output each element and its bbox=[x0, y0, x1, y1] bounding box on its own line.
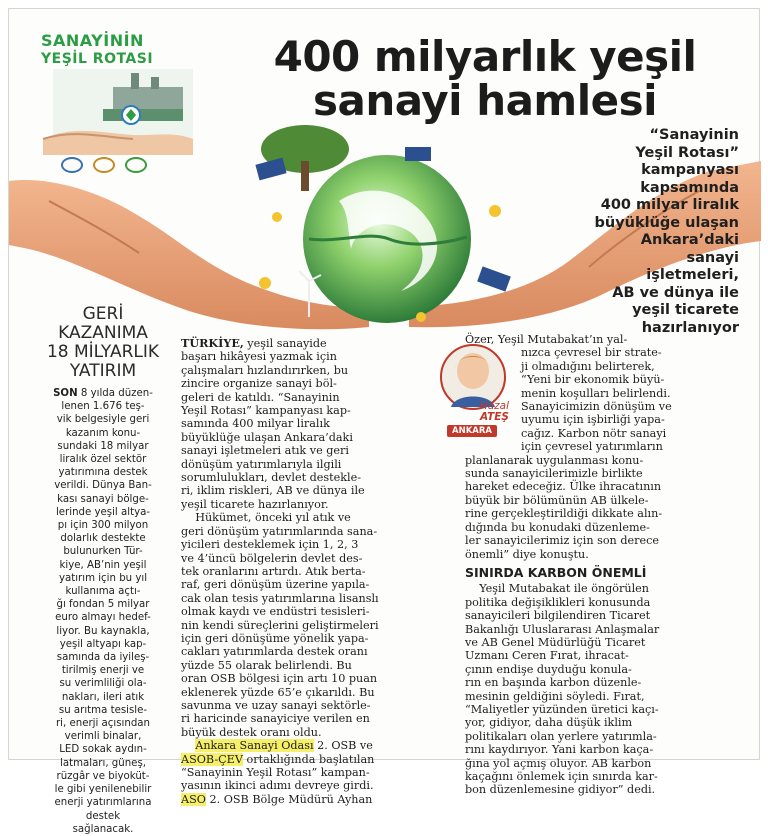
article-line: büyük destek oranı oldu. bbox=[181, 725, 322, 739]
sidebar-line: kazanım konu- bbox=[65, 427, 141, 439]
article-line: yicileri desteklemek için 1, 2, 3 bbox=[181, 538, 359, 552]
sidebar-line: sundaki 18 milyar bbox=[57, 440, 149, 452]
article-line bbox=[181, 793, 453, 806]
article-line: “Sanayinin Yeşil Rotası” kampan- bbox=[181, 766, 370, 779]
article-line bbox=[181, 337, 453, 350]
article-line: ve 4’üncü bölgelerin devlet des- bbox=[181, 551, 363, 565]
sidebar-line: euro almayı hedef- bbox=[55, 612, 151, 624]
deck-text bbox=[499, 127, 739, 337]
sidebar-line: kullanıma açtı- bbox=[65, 586, 141, 598]
sidebar-line: kası sanayi bölge- bbox=[57, 493, 149, 505]
sidebar-line: dolarlık destekte bbox=[60, 533, 146, 545]
article-line: tek oranlarını artırdı. Atık berta- bbox=[181, 564, 366, 578]
sidebar-line: tirilmiş enerji ve bbox=[61, 665, 145, 677]
article-line: Yeşil Mutabakat ile öngörülen bbox=[465, 582, 649, 596]
deck-line: 400 milyar liralık bbox=[600, 197, 739, 213]
article-line: Özer, Yeşil Mutabakat’ın yal- bbox=[465, 333, 628, 346]
article-line: uyumu için işbirliği yapa- bbox=[521, 413, 665, 427]
deck-line: büyüklüğe ulaşan bbox=[594, 214, 739, 231]
article-line: büyüklüğe ulaşan Ankara’daki bbox=[181, 430, 353, 444]
article-column-2 bbox=[465, 333, 761, 797]
article-line: ğına yol açmış oluyor. AB karbon bbox=[465, 756, 652, 770]
headline bbox=[205, 32, 765, 125]
sidebar-line: yatırım için bu yıl bbox=[58, 572, 148, 584]
headline-line-1: 400 milyarlık yeşil bbox=[273, 32, 697, 81]
sidebar-line: verildi. Dünya Ban- bbox=[54, 480, 152, 492]
sidebar-line: vik belgesiyle geri bbox=[56, 414, 150, 426]
author-first-name: Hazal bbox=[479, 400, 509, 412]
article-line: nızca çevresel bir strate- bbox=[521, 346, 662, 360]
article-line: ri haricinde sanayiciye verilen en bbox=[181, 712, 370, 726]
article-line: “Maliyetler yüzünden üretici kaçı- bbox=[465, 702, 659, 716]
deck-line: işletmeleri, bbox=[646, 267, 739, 283]
article-line-text: 2. OSB Bölge Müdürü Ayhan bbox=[205, 792, 373, 806]
deck-line: Ankara’daki bbox=[640, 232, 739, 248]
article-line bbox=[181, 739, 453, 752]
sidebar-line: LED sokak aydın- bbox=[59, 744, 147, 756]
article-line: Bakanlığı Uluslararası Anlaşmalar bbox=[465, 622, 660, 636]
deck-line: kampanyası bbox=[641, 162, 739, 178]
highlight-asob-cev: ASOB-ÇEV bbox=[181, 752, 243, 766]
article-line: Yeşil Rotası” kampanyası kap- bbox=[181, 404, 351, 418]
article-line: yüzde 55 olarak belirlendi. Bu bbox=[181, 658, 352, 672]
deck-line: yeşil ticarete bbox=[632, 302, 739, 318]
article-line: Hükümet, önceki yıl atık ve bbox=[181, 511, 351, 525]
article-line: bon düzenlemesine gidiyor” dedi. bbox=[465, 783, 656, 797]
article-line: ler sanayicilerimiz için son derece bbox=[465, 534, 659, 548]
sidebar-lead: SON bbox=[53, 388, 78, 399]
article-line: cakları yatırımlarda destek oranı bbox=[181, 645, 368, 659]
badge-line-1: SANAYİNİN bbox=[41, 31, 144, 50]
deck-line: “Sanayinin bbox=[649, 127, 739, 143]
article-line: geri dönüşüm yatırımlarında sana- bbox=[181, 524, 378, 538]
deck-line: hazırlanıyor bbox=[641, 319, 739, 336]
article-line: yor, gidiyor, daha düşük iklim bbox=[465, 716, 633, 730]
article-line: rını kaydırıyor. Yani karbon kaça- bbox=[465, 743, 654, 757]
sidebar-line: rüzgâr ve biyoküt- bbox=[56, 770, 150, 782]
article-line: ji olmadığını belirterek, bbox=[521, 359, 655, 373]
article-line: çının endişe duyduğu konula- bbox=[465, 662, 632, 676]
article-dateline: TÜRKİYE, bbox=[181, 336, 244, 350]
article-line: için geri dönüşüme yönelik yapa- bbox=[181, 631, 369, 645]
article-line: sorumlulukları, devlet destekle- bbox=[181, 471, 362, 485]
sidebar-line: lerinde yeşil altya- bbox=[55, 506, 151, 518]
deck-line: kapsamında bbox=[640, 179, 739, 196]
article-line: hareket edeceğiz. Ülke ihracatının bbox=[465, 480, 662, 494]
article-line: politika değişiklikleri konusunda bbox=[465, 595, 651, 609]
sidebar-line: destek bbox=[85, 810, 121, 822]
sidebar-line: su arıtma tesisle- bbox=[58, 704, 148, 716]
deck-line: Yeşil Rotası” bbox=[635, 144, 739, 161]
article-line: raf, geri dönüşüm üzerine yapıla- bbox=[181, 578, 370, 592]
badge-line-2: YEŞİL ROTASI bbox=[41, 51, 154, 67]
article-line: politikaları olan yerlere yatırımla- bbox=[465, 729, 657, 743]
article-line: savunma ve uzay sanayi sektörle- bbox=[181, 698, 371, 712]
article-line: menin koşulları belirlendi. bbox=[521, 386, 671, 400]
article-line: ve AB Genel Müdürlüğü Ticaret bbox=[465, 635, 646, 649]
article-line: için çevresel yatırımların bbox=[521, 440, 663, 454]
sidebar-body bbox=[31, 387, 175, 836]
article-line-text: ortaklığında başlatılan bbox=[242, 752, 375, 766]
article-line: Sanayicimizin dönüşüm ve bbox=[521, 400, 672, 414]
section-subhead: SINIRDA KARBON ÖNEMLİ bbox=[465, 564, 647, 580]
sidebar-title bbox=[31, 305, 175, 381]
sidebar-line: bulunurken Tür- bbox=[63, 546, 143, 558]
article-line-text: yeşil sanayide bbox=[243, 337, 327, 350]
sidebar-line: liyor. Bu kaynakla, bbox=[56, 625, 150, 637]
sidebar-line: lenen 1.676 teş- bbox=[61, 401, 145, 413]
sidebar-title-line: KAZANIMA bbox=[58, 323, 148, 343]
deck-line: AB ve dünya ile bbox=[612, 284, 739, 301]
article-line: başarı hikâyesi yazmak için bbox=[181, 350, 337, 364]
article-line: ri, iklim riskleri, AB ve dünya ile bbox=[181, 484, 365, 498]
sidebar-line bbox=[31, 387, 175, 400]
article-line: sanayi işletmeleri atık ve geri bbox=[181, 444, 349, 458]
article-line: zincire organize sanayi böl- bbox=[181, 377, 337, 391]
newspaper-clipping bbox=[8, 8, 760, 835]
sidebar-line: latmaları, güneş, bbox=[60, 757, 146, 769]
sidebar-line: su verimliliği ola- bbox=[59, 678, 147, 690]
article-line: samında 400 milyar liralık bbox=[181, 417, 330, 431]
author-city-tag: ANKARA bbox=[447, 425, 497, 437]
article-line: cak olan tesis yatırımlarına lisanslı bbox=[181, 591, 379, 605]
sidebar-title-line: GERİ bbox=[82, 304, 124, 324]
sidebar-title-line: YATIRIM bbox=[69, 361, 137, 381]
deck-line: sanayi bbox=[686, 249, 739, 266]
article-line: önemli” diye konuştu. bbox=[465, 547, 589, 561]
article-line: mesinin geldiğini söyledi. Fırat, bbox=[465, 689, 645, 703]
article-line bbox=[181, 753, 453, 766]
article-line: planlanarak uygulanması konu- bbox=[465, 453, 644, 467]
article-line-text: 2. OSB ve bbox=[313, 739, 373, 753]
sidebar-box bbox=[31, 305, 175, 836]
article-line: çalışmaları hızlandırırken, bu bbox=[181, 363, 349, 377]
headline-line-2: sanayi hamlesi bbox=[313, 76, 657, 125]
article-line: yeşil ticarete hazırlanıyor. bbox=[181, 497, 329, 511]
article-line: cağız. Karbon nötr sanayi bbox=[521, 426, 667, 440]
sidebar-line: liralık özel sektör bbox=[59, 454, 147, 466]
sidebar-title-line: 18 MİLYARLIK bbox=[46, 342, 160, 362]
sidebar-line: samında da iyileş- bbox=[56, 652, 150, 664]
highlight-aso-short: ASO bbox=[181, 792, 206, 806]
article-line: yasının ikinci adımı devreye girdi. bbox=[181, 779, 374, 793]
article-line: kaçağını önlemek için sınırda kar- bbox=[465, 770, 658, 783]
article-line: sanayicileri bilgilendiren Ticaret bbox=[465, 609, 651, 623]
sidebar-line: ğı fondan 5 milyar bbox=[56, 599, 150, 611]
article-line: eklenerek yüzde 65’e çıkarıldı. Bu bbox=[181, 685, 375, 699]
sidebar-line: pı için 300 milyon bbox=[57, 520, 149, 532]
sidebar-line-text: 8 yılda düzen- bbox=[80, 388, 153, 399]
article-line: rine gerçekleştirildiği dikkate alın- bbox=[465, 507, 663, 521]
article-line: sunda sanayicilerimizle birlikte bbox=[465, 467, 643, 481]
sidebar-line: sağlanacak. bbox=[72, 823, 134, 835]
sidebar-line: enerji yatırımlarına bbox=[54, 797, 152, 809]
article-line: dönüşüm yatırımlarıyla ilgili bbox=[181, 457, 342, 471]
sidebar-line: ri, enerji açısından bbox=[55, 718, 150, 730]
article-line: geleri de katıldı. “Sanayinin bbox=[181, 390, 340, 404]
article-line: Uzmanı Ceren Fırat, ihracat- bbox=[465, 649, 629, 663]
sidebar-line: yeşil altyapı kap- bbox=[59, 638, 147, 650]
sidebar-line: le gibi yenilenebilir bbox=[54, 784, 152, 796]
sidebar-line: yatırımına destek bbox=[58, 467, 148, 479]
sidebar-line: kiye, AB’nin yeşil bbox=[59, 559, 147, 571]
sidebar-line: verimli binalar, bbox=[64, 731, 142, 743]
article-line: dığında bu konudaki düzenleme- bbox=[465, 520, 650, 534]
article-line: nin kendi süreçlerini geliştirmeleri bbox=[181, 618, 379, 632]
sidebar-line: nakları, ileri atık bbox=[61, 691, 145, 703]
author-last-name: ATEŞ bbox=[479, 411, 509, 423]
highlight-aso: Ankara Sanayi Odası bbox=[195, 739, 314, 753]
article-line: büyük bir bölümünün AB ülkele- bbox=[465, 493, 649, 507]
article-column-1 bbox=[181, 337, 453, 806]
article-line: olmak kaydı ve endüstri tesisleri- bbox=[181, 605, 370, 619]
article-line: oran OSB bölgesi için artı 10 puan bbox=[181, 672, 378, 686]
article-line: rın en başında karbon düzenle- bbox=[465, 676, 642, 690]
article-line: “Yeni bir ekonomik büyü- bbox=[521, 373, 665, 387]
